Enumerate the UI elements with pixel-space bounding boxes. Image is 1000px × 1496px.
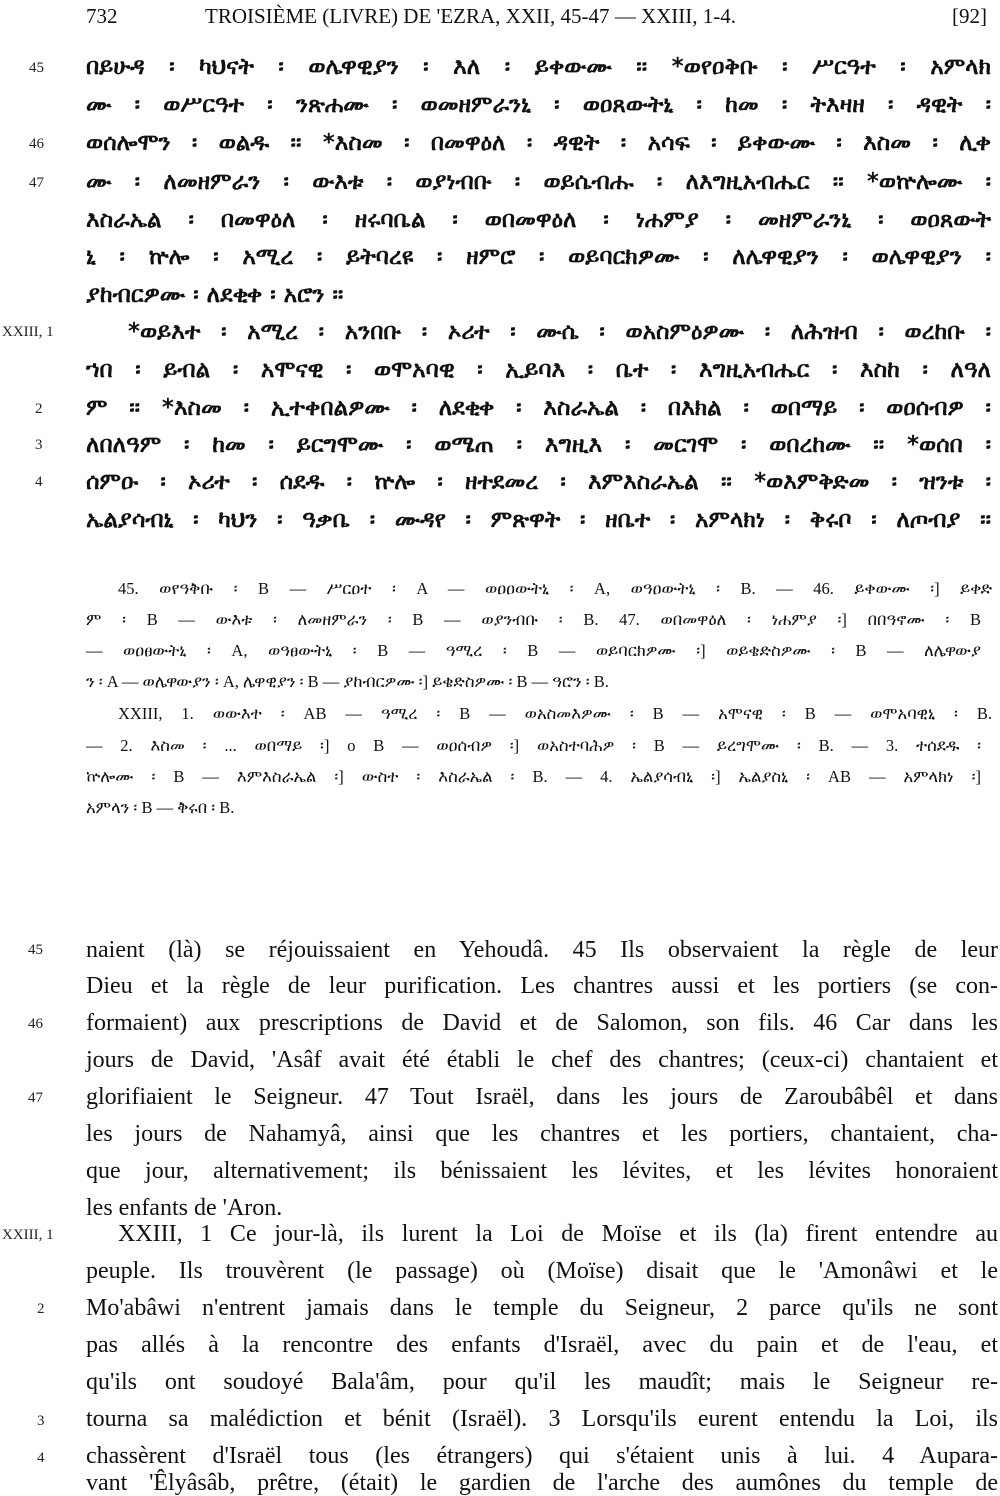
translation-line: peuple. Ils trouvèrent (le passage) où (Moïse) disait que le 'Amonâwi et le [86,1258,998,1284]
translation-line: vant 'Êlyâsâb, prêtre, (était) le gardien de l'arche des aumônes du temple de [86,1470,998,1496]
geez-line: በይሁዳ ፡ ካህናት ፡ ወሌዋዊያን ፡ እለ ፡ ይቀውሙ ፡፡ *ወየዐቅቡ ፡ ሥርዓተ ፡ አምላክ [86,54,991,80]
geez-line: *ወይእተ ፡ አሚረ ፡ አንበቡ ፡ ኦሪተ ፡ ሙሴ ፡ ወአስምዕዎሙ ፡ ለሕዝብ ፡ ወረከቡ ፡ [128,319,991,345]
verse-number: 4 [35,474,43,490]
geez-line: ለበለዓም ፡ ከመ ፡ ይርግሞሙ ፡ ወሜጠ ፡ እግዚእ ፡ መርገሞ ፡ ወበረከሙ ፡፡ *ወሰበ ፡ [86,432,991,458]
translation-line: chassèrent d'Israël tous (les étrangers) qui s'étaient unis à lui. 4 Aupara- [86,1443,998,1469]
translation-line: formaient) aux prescriptions de David et de Salomon, son fils. 46 Car dans les [86,1010,998,1036]
folio-number: [92] [952,4,987,28]
translation-line: Dieu et la règle de leur purification. Les chantres aussi et les portiers (se con- [86,973,998,999]
verse-number: 46 [29,136,44,152]
verse-number: 46 [28,1016,43,1032]
geez-line: ሙ ፡ ወሥርዓተ ፡ ንጽሐሙ ፡ ወመዘምራንኒ ፡ ወዐጸውትኒ ፡ ከመ ፡ ትእዛዘ ፡ ዳዊት ፡ [86,92,991,118]
verse-number: 4 [37,1450,45,1466]
verse-number: 45 [29,60,44,76]
verse-number: 2 [37,1301,45,1317]
geez-line: ያከብርዎሙ ፡ ለደቂቀ ፡ አሮን ፡፡ [86,282,344,308]
apparatus-line: ኵሎሙ ፡ B — እምእስራኤል ፡] ውስተ ፡ እስራኤል ፡ B. — 4. ኤልያሳብኒ ፡] ኤልያስኒ ፡ AB — አምላክነ ፡] [86,767,981,786]
translation-line: qu'ils ont soudoyé Bala'âm, pour qu'il les maudît; mais le Seigneur re- [86,1369,998,1395]
translation-line: naient (là) se réjouissaient en Yehoudâ. 45 Ils observaient la règle de leur [86,937,998,963]
geez-line: ም ፡፡ *እስመ ፡ ኢተቀበልዎሙ ፡ ለደቂቀ ፡ እስራኤል ፡ በእክል ፡ ወበማይ ፡ ወዐሰብዎ ፡ [86,395,991,421]
translation-line: pas allés à la rencontre des enfants d'Israël, avec du pain et de l'eau, et [86,1332,998,1358]
translation-line: les enfants de 'Aron. [86,1195,283,1221]
chapter-verse-number: XXIII, 1 [2,324,54,340]
apparatus-line: — 2. እስመ ፡ ... ወበማይ ፡] o B — ወዐሰብዎ ፡] ወአስተባሕዎ ፡ B — ይረግሞሙ ፡ B. — 3. ተሰደዱ ፡ [86,736,981,755]
geez-line: ሰምዑ ፡ ኦሪተ ፡ ሰደዱ ፡ ኵሎ ፡ ዘተደመረ ፡ እምእስራኤል ፡፡ *ወእምቅድመ ፡ ዝንቱ ፡ [86,469,991,495]
apparatus-line: ን ፡ A — ወሌዋውያን ፡ A, ሌዋዊያን ፡ B — ያከብርዎሙ ፡] ይቄድስዎሙ ፡ B — ዓሮን ፡ B. [86,672,609,691]
geez-line: ኒ ፡ ኵሎ ፡ አሚረ ፡ ይትባረዩ ፡ ዘምሮ ፡ ወይባርክዎሙ ፡ ለሌዋዊያን ፡ ወሌዋዊያን ፡ [86,244,991,270]
geez-line: ኀበ ፡ ይብል ፡ አሞናዊ ፡ ወሞአባዊ ፡ ኢይባእ ፡ ቤተ ፡ እግዚአብሔር ፡ እስከ ፡ ለዓለ [86,357,991,383]
verse-number: 3 [37,1413,45,1429]
apparatus-line: — ወዐፀውትኒ ፡ A, ወዓፀውትኒ ፡ B — ዓሚረ ፡ B — ወይባርክዎሙ ፡] ወይቄድስዎሙ ፡ B — ለሌዋውያ [86,641,981,660]
chapter-verse-number: XXIII, 1 [2,1227,54,1243]
verse-number: 47 [29,175,44,191]
page-number: 732 [86,4,118,28]
translation-line: les jours de Nahamyâ, ainsi que les chantres et les portiers, chantaient, cha- [86,1121,998,1147]
apparatus-line: 45. ወየዓቅቡ ፡ B — ሥርዐተ ፡ A — ወዐዐውትኒ ፡ A, ወዓዐውትኒ ፡ B. — 46. ይቀውሙ ፡] ይቀድ [118,579,992,598]
apparatus-line: ም ፡ B — ውእቱ ፡ ለመዘምራን ፡ B — ወያንብቡ ፡ B. 47. ወበመዋዕለ ፡ ነሐምያ ፡] በበዓኖሙ ፡ B [86,610,981,629]
translation-line: tourna sa malédiction et bénit (Israël). 3 Lorsqu'ils eurent entendu la Loi, ils [86,1406,998,1432]
translation-line: glorifiaient le Seigneur. 47 Tout Israël, dans les jours de Zaroubâbêl et dans [86,1084,998,1110]
geez-line: ወሰሎሞን ፡ ወልዱ ፡፡ *እስመ ፡ በመዋዕለ ፡ ዳዊት ፡ አሳፍ ፡ ይቀውሙ ፡ እስመ ፡ ሊቀ [86,130,991,156]
geez-line: ሙ ፡ ለመዘምራን ፡ ውእቱ ፡ ወያነብቡ ፡ ወይሴብሑ ፡ ለእግዚአብሔር ፡፡ *ወኵሎሙ ፡ [86,169,991,195]
translation-line: que jour, alternativement; ils bénissaient les lévites, et les lévites honoraient [86,1158,998,1184]
verse-number: 2 [35,401,43,417]
apparatus-line: XXIII, 1. ወውእተ ፡ AB — ዓሚረ ፡ B — ወአስመእዎሙ ፡ B — አሞናዊ ፡ B — ወሞአባዊኒ ፡ B. [118,704,992,723]
running-title: TROISIÈME (LIVRE) DE 'EZRA, XXII, 45-47 — XXIII, 1-4. [205,4,737,28]
translation-line: XXIII, 1 Ce jour-là, ils lurent la Loi de Moïse et ils (la) firent entendre au [118,1221,998,1247]
geez-line: እስራኤል ፡ በመዋዕለ ፡ ዘሩባቤል ፡ ወበመዋዕለ ፡ ነሐምያ ፡ መዘምራንኒ ፡ ወዐጸውት [86,207,991,233]
verse-number: 45 [28,942,43,958]
apparatus-line: አምላን ፡ B — ቅሩበ ፡ B. [86,798,235,817]
geez-line: ኤልያሳብኒ ፡ ካህን ፡ ዓቃቤ ፡ ሙዳየ ፡ ምጽዋት ፡ ዘቤተ ፡ አምላክነ ፡ ቅሩቦ ፡ ለጦብያ ፡፡ [86,507,991,533]
verse-number: 47 [28,1090,43,1106]
translation-line: Mo'abâwi n'entrent jamais dans le temple du Seigneur, 2 parce qu'ils ne sont [86,1295,998,1321]
translation-line: jours de David, 'Asâf avait été établi le chef des chantres; (ceux-ci) chantaient et [86,1047,998,1073]
verse-number: 3 [35,437,43,453]
